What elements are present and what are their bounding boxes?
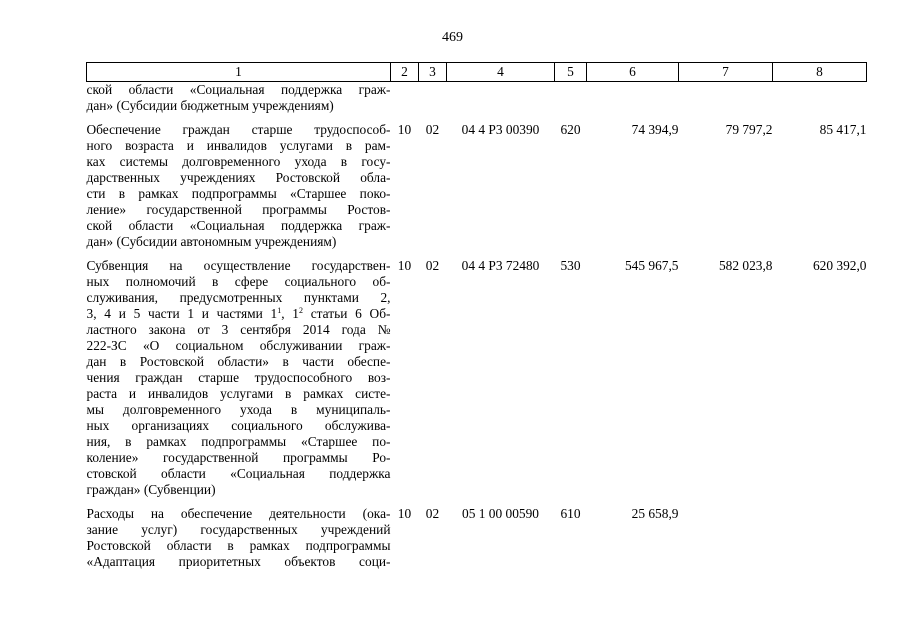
page-number: 469 xyxy=(442,30,463,45)
description-line: Расходы на обеспечение деятельности (ока- xyxy=(86,506,391,521)
cell-subsection: 02 xyxy=(425,258,440,273)
header-col-2: 2 xyxy=(391,63,419,82)
line-fragment: статьи 6 Об- xyxy=(303,306,391,321)
budget-table xyxy=(86,62,867,570)
header-row xyxy=(87,63,867,82)
description-line: Ростовской области в рамках подпрограммы xyxy=(86,538,391,553)
superscript: 1 xyxy=(277,306,282,315)
cell-target-code: 05 1 00 00590 xyxy=(462,506,539,521)
row-description xyxy=(87,122,391,250)
cell-amount-year-2 xyxy=(679,506,773,570)
description-line: служивания, предусмотренных пунктами 2, xyxy=(86,290,391,305)
description-line: дан» (Субсидии бюджетным учреждениям) xyxy=(86,98,334,113)
cell-expense-type: 610 xyxy=(560,506,581,521)
cell-amount-year-3 xyxy=(773,506,867,570)
description-line: дан» (Субсидии автономным учреждениям) xyxy=(86,234,337,249)
description-line: ской области «Социальная поддержка граж- xyxy=(86,82,391,97)
cell-amount-year-1: 74 394,9 xyxy=(631,122,679,137)
line-fragment: 3, 4 и 5 части 1 и частями 1 xyxy=(86,306,278,321)
header-col-6: 6 xyxy=(587,63,679,82)
description-line: 222-ЗС «О социальном обслуживании граж- xyxy=(86,338,391,353)
cell-expense-type xyxy=(555,82,587,115)
table-row xyxy=(87,122,867,250)
description-line: мы долговременного ухода в муниципаль- xyxy=(86,402,391,417)
description-line: «Адаптация приоритетных объектов соци- xyxy=(86,554,391,569)
description-line: коление» государственной программы Ро- xyxy=(86,450,391,465)
row-description xyxy=(87,506,391,570)
cell-section: 10 xyxy=(397,258,412,273)
cell-amount-year-2 xyxy=(679,82,773,115)
cell-amount-year-2: 582 023,8 xyxy=(718,258,773,273)
description-line: сти в рамках подпрограммы «Старшее поко- xyxy=(86,186,391,201)
cell-subsection xyxy=(419,82,447,115)
description-line: Обеспечение граждан старше трудоспособ- xyxy=(86,122,391,137)
cell-expense-type: 530 xyxy=(560,258,581,273)
description-line: раста и инвалидов услугами в рамках систе- xyxy=(86,386,391,401)
cell-expense-type: 620 xyxy=(560,122,581,137)
description-line: граждан» (Субвенции) xyxy=(86,482,216,497)
header-col-7: 7 xyxy=(679,63,773,82)
description-line xyxy=(87,306,391,322)
row-description xyxy=(87,82,391,115)
description-line: зание услуг) государственных учреждений xyxy=(86,522,391,537)
cell-target-code: 04 4 P3 72480 xyxy=(461,258,540,273)
row-description xyxy=(87,258,391,498)
description-line: дарственных учреждениях Ростовской обла- xyxy=(86,170,391,185)
header-col-4: 4 xyxy=(447,63,555,82)
description-line: стовской области «Социальная поддержка xyxy=(86,466,391,481)
cell-amount-year-1: 545 967,5 xyxy=(624,258,679,273)
description-line: ление» государственной программы Ростов- xyxy=(86,202,391,217)
cell-target-code xyxy=(447,82,555,115)
cell-section xyxy=(391,82,419,115)
cell-section: 10 xyxy=(397,506,412,521)
header-col-5: 5 xyxy=(555,63,587,82)
description-line: ния, в рамках подпрограммы «Старшее по- xyxy=(86,434,391,449)
cell-target-code: 04 4 P3 00390 xyxy=(461,122,540,137)
table-row xyxy=(87,506,867,570)
description-line: ках системы долговременного ухода в госу- xyxy=(86,154,391,169)
cell-amount-year-1: 25 658,9 xyxy=(631,506,679,521)
superscript: 2 xyxy=(299,306,303,315)
description-line: Субвенция на осуществление государствен- xyxy=(86,258,391,273)
cell-amount-year-1 xyxy=(587,82,679,115)
cell-amount-year-2: 79 797,2 xyxy=(725,122,773,137)
cell-amount-year-3: 85 417,1 xyxy=(819,122,867,137)
cell-section: 10 xyxy=(397,122,412,137)
cell-subsection: 02 xyxy=(425,122,440,137)
header-col-1: 1 xyxy=(87,63,391,82)
header-col-8: 8 xyxy=(773,63,867,82)
table-row xyxy=(87,82,867,115)
description-line: ных организациях социального обслужива- xyxy=(86,418,391,433)
cell-amount-year-3: 620 392,0 xyxy=(812,258,867,273)
description-line: ской области «Социальная поддержка граж- xyxy=(86,218,391,233)
description-line: дан в Ростовской области» в части обеспе- xyxy=(86,354,391,369)
line-fragment: , 1 xyxy=(281,306,299,321)
description-line: ластного закона от 3 сентября 2014 года № xyxy=(86,322,391,337)
description-line: ного возраста и инвалидов услугами в рам- xyxy=(86,138,391,153)
table-row xyxy=(87,258,867,498)
description-line: чения граждан старше трудоспособного воз- xyxy=(86,370,391,385)
description-line: ных полномочий в сфере социального об- xyxy=(86,274,391,289)
cell-amount-year-3 xyxy=(773,82,867,115)
header-col-3: 3 xyxy=(419,63,447,82)
cell-subsection: 02 xyxy=(425,506,440,521)
